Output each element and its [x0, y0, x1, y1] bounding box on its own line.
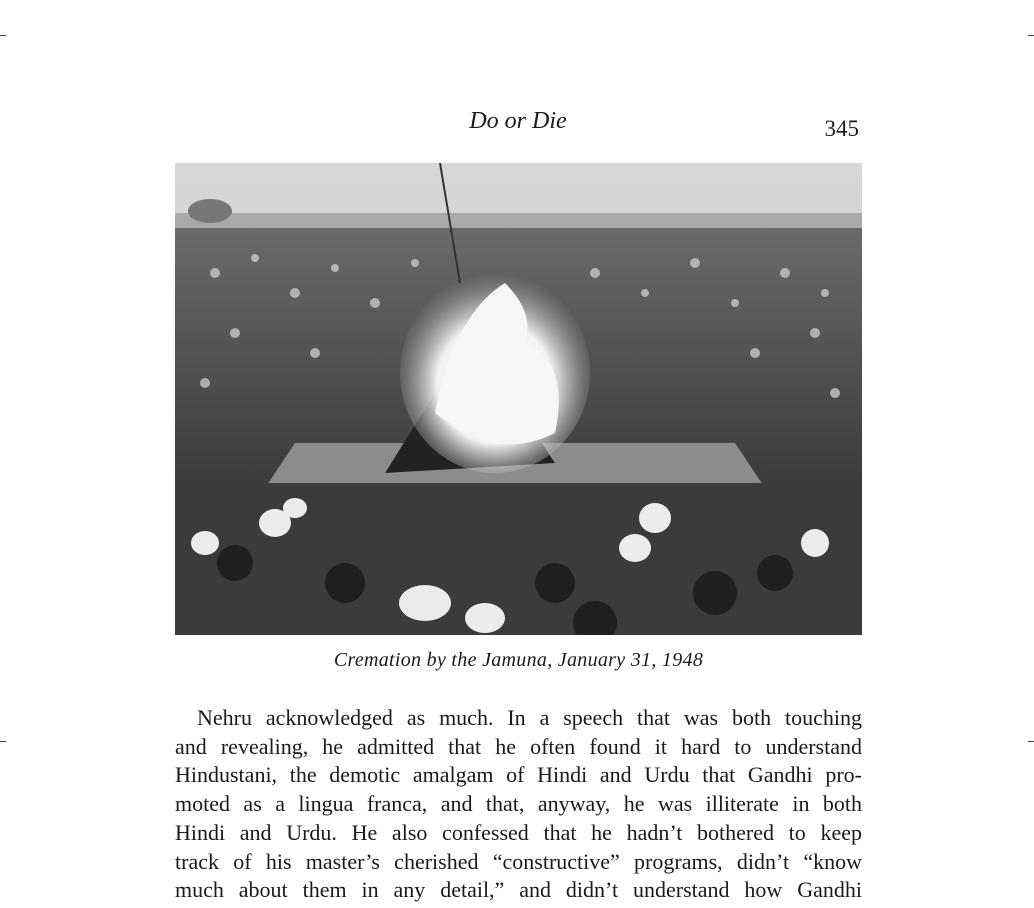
body-line: track of his master’s cherished “constructive” programs, didn’t “know — [175, 848, 862, 874]
body-line: Hindi and Urdu. He also confessed that he hadn’t bothered to keep — [175, 819, 862, 845]
crop-mark-mid-left — [0, 741, 6, 742]
crop-mark-top-left — [0, 35, 6, 36]
body-line: much about them in any detail,” and didn’t understand how Gandhi — [175, 877, 862, 903]
running-head — [175, 108, 861, 142]
crop-mark-top-right — [1028, 35, 1034, 36]
body-line: moted as a lingua franca, and that, anyway, he was illiterate in both — [175, 791, 862, 817]
body-line: and revealing, he admitted that he often found it hard to understand — [175, 733, 862, 759]
figure-caption: Cremation by the Jamuna, January 31, 1948 — [333, 649, 704, 671]
body-line: Hindustani, the demotic amalgam of Hindi and Urdu that Gandhi pro- — [175, 762, 862, 788]
running-title: Do or Die — [469, 108, 567, 134]
body-line: Nehru acknowledged as much. In a speech that was both touching — [197, 705, 862, 730]
body-paragraph — [175, 704, 862, 905]
cremation-photograph — [175, 163, 862, 635]
crop-mark-mid-right — [1028, 741, 1034, 742]
page-number: 345 — [824, 116, 859, 141]
